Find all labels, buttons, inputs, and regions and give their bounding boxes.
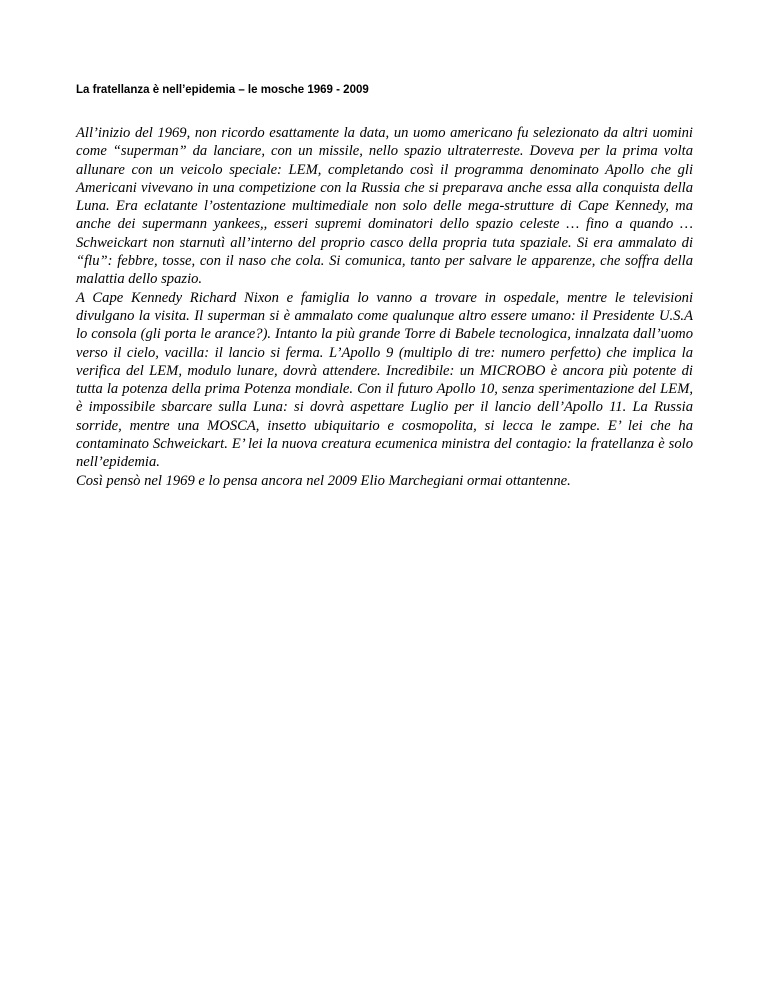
- paragraph-1: All’inizio del 1969, non ricordo esattamente la data, un uomo americano fu selezionato da altri uomini come “superman” da lanciare, con un missile, nello spazio ultraterreste. Doveva per la prima volta allunare con un veicolo speciale: LEM, completando così il programma denominato Apollo che gli Americani vivevano in una competizione con la Russia che si preparava anche essa alla conquista della Luna. Era eclatante l’ostentazione multimediale non solo delle mega-strutture di Cape Kennedy, ma anche dei supermann yankees,, esseri supremi dominatori dello spazio celeste … fino a quando … Schweickart non starnutì all’interno del proprio casco della propria tuta spaziale. Si era ammalato di “flu”: febbre, tosse, con il naso che cola. Si comunica, tanto per salvare le apparenze, che soffra della malattia dello spazio.: [76, 125, 693, 288]
- document-title: La fratellanza è nell’epidemia – le mosche 1969 - 2009: [76, 84, 369, 96]
- paragraph-2: A Cape Kennedy Richard Nixon e famiglia lo vanno a trovare in ospedale, mentre le televisioni divulgano la visita. Il superman si è ammalato come qualunque altro essere umano: il Presidente U.S.A lo consola (gli porta le arance?). Intanto la più grande Torre di Babele tecnologica, innalzata dall’uomo verso il cielo, vacilla: il lancio si ferma. L’Apollo 9 (multiplo di tre: numero perfetto) che implica la verifica del LEM, modulo lunare, dovrà attendere. Incredibile: un MICROBO è ancora più potente di tutta la potenza della prima Potenza mondiale. Con il futuro Apollo 10, senza sperimentazione del LEM, è impossibile sbarcare sulla Luna: si dovrà aspettare Luglio per il lancio dell’Apollo 11. La Russia sorride, mentre una MOSCA, insetto ubiquitario e cosmopolita, si lecca le zampe. E’ lei che ha contaminato Schweickart. E’ lei la nuova creatura ecumenica ministra del contagio: la fratellanza è solo nell’epidemia.: [76, 289, 693, 471]
- paragraph-3: Così pensò nel 1969 e lo pensa ancora nel 2009 Elio Marchegiani ormai ottantenne.: [76, 472, 571, 489]
- document-body: [76, 124, 693, 490]
